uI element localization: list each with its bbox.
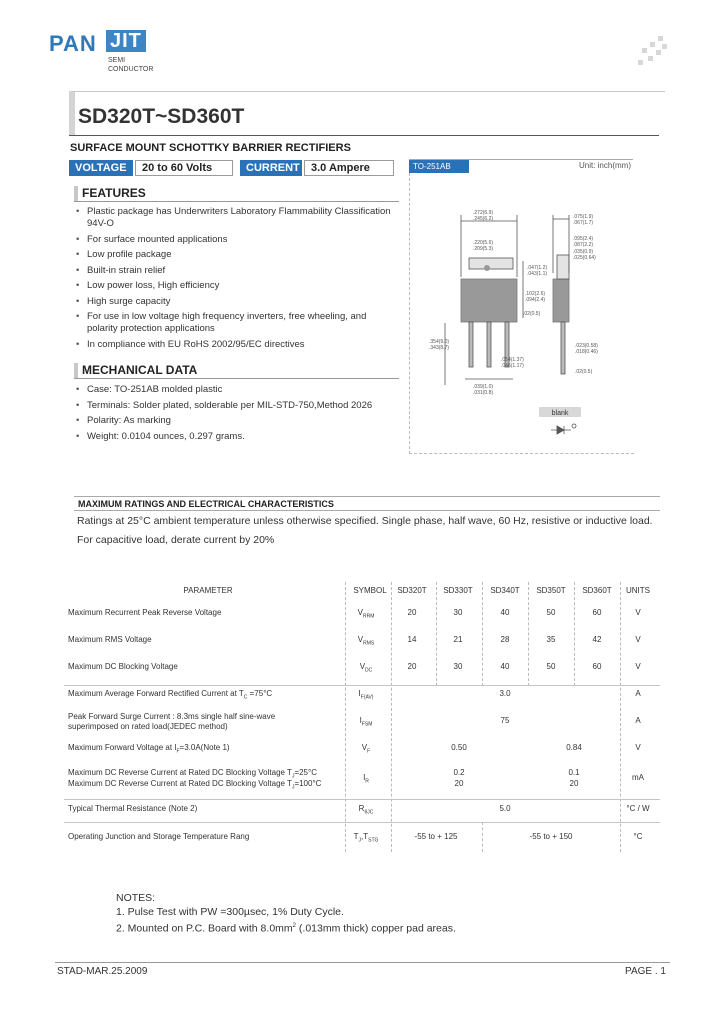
list-item: • Polarity: As marking [76,415,396,427]
page-title: SD320T~SD360T [78,105,245,128]
table-cell: $T_J,T_{STG}$ [353,832,379,844]
table-cell: 3.0 [499,689,511,698]
table-cell: 21 [453,635,463,644]
table-cell: V [635,635,641,644]
table-cell: $V_{RMS}$ [357,635,375,647]
dim-label: .047(1.2) [527,265,548,271]
dim-label: .023(0.58) [575,343,598,349]
table-cell: -55 to + 150 [529,832,573,841]
ratings-note-2: For capacitive load, derate current by 20% [77,534,275,546]
footer-rule [55,962,670,963]
table-cell: Operating Junction and Storage Temperature Rang [68,832,250,841]
table-cell: Maximum Average Forward Rectified Current at $T_C =75^\circ C$ [68,689,273,701]
list-item: • Built-in strain relief [76,265,396,277]
dim-label: .039(1.0) [473,384,494,390]
list-item: • Plastic package has Underwriters Laboratory Flammability Classification 94V-O [76,206,396,230]
subtitle: SURFACE MOUNT SCHOTTKY BARRIER RECTIFIERS [70,142,351,154]
table-cell: 30 [453,662,463,671]
table-cell: Typical Thermal Resistance (Note 2) [68,804,198,813]
table-cell: °C [633,832,643,841]
table-header: SD340T [490,586,520,595]
dim-label: .02(0.5) [575,369,593,375]
table-cell: 60 [592,662,602,671]
dim-label: .209(5.3) [473,246,494,252]
table-header: SYMBOL [353,586,387,595]
notes [116,891,456,936]
table-cell: Maximum Forward Voltage at $I_F=3.0A(Note$ 1) [68,743,230,755]
dim-label: .018(0.46) [575,349,598,355]
table-cell: Maximum RMS Voltage [68,635,152,644]
table-cell: 28 [500,635,510,644]
current-label: CURRENT [240,160,302,176]
table-cell: Maximum DC Reverse Current at Rated DC Blocking Voltage $T_J=100^\circ C$ [68,779,322,791]
notes-title: NOTES: [116,892,156,904]
table-cell: 35 [546,635,556,644]
table-cell: mA [632,773,644,782]
dim-label: .031(0.8) [473,390,494,396]
list-item: • For surface mounted applications [76,234,396,246]
table-header: SD330T [443,586,473,595]
table-cell: $I_R$ [363,773,369,785]
table-cell: 20 [407,662,417,671]
table-cell: 20 [569,779,579,788]
dim-label: .354(9.0) [429,339,450,345]
table-cell: V [635,743,641,752]
table-cell: 0.84 [566,743,582,752]
table-cell: superimposed on rated load(JEDEC method) [68,722,228,731]
table-cell: Peak Forward Surge Current : 8.3ms single half sine-wave [68,712,276,721]
table-cell: $R_{\theta JC}$ [358,804,374,816]
table-cell: 75 [500,716,510,725]
dim-label: .094(2.4) [525,297,546,303]
dim-label: .043(1.1) [527,271,548,277]
table-cell: 60 [592,608,602,617]
dim-label: .272(6.9) [473,210,494,216]
table-cell: 40 [500,662,510,671]
table-cell: 40 [500,608,510,617]
logo-sub-1: SEMI [108,57,126,64]
table-cell: 50 [546,662,556,671]
list-item: • In compliance with EU RoHS 2002/95/EC directives [76,339,396,351]
note-2: 2. Mounted on P.C. Board with $8.0mm^2$ (.013mm thick) copper pad areas. [116,922,456,935]
list-item: • Weight: 0.0104 ounces, 0.297 grams. [76,431,396,443]
table-cell: 30 [453,608,463,617]
dim-label: .035(0.9) [573,249,594,255]
voltage-label: VOLTAGE [69,160,133,176]
table-header: PARAMETER [183,586,233,595]
table-cell: V [635,608,641,617]
features-heading: FEATURES [74,186,394,201]
table-header: SD350T [536,586,566,595]
table-cell: 42 [592,635,602,644]
table-cell: 0.50 [451,743,467,752]
dim-label: .046(1.17) [501,363,524,369]
dim-label: .343(8.7) [429,345,450,351]
table-cell: $I_{FSM}$ [359,716,373,728]
table-cell: V [635,662,641,671]
note-1: 1. Pulse Test with PW =300µsec, 1% Duty Cycle. [116,906,344,918]
table-cell: 20 [407,608,417,617]
table-cell: Maximum DC Reverse Current at Rated DC Blocking Voltage $T_J=25^\circ C$ [68,768,317,780]
list-item: • Case: TO-251AB molded plastic [76,384,396,396]
table-header: SD360T [582,586,612,595]
table-cell: $V_F$ [361,743,371,755]
footer-page: PAGE . 1 [625,966,666,977]
dim-label: .245(6.2) [473,216,494,222]
dim-label: .054(1.37) [501,357,524,363]
table-cell: 0.1 [568,768,580,777]
list-item: • For use in low voltage high frequency inverters, free wheeling, and polarity protection applications [76,311,396,335]
list-item: • Low profile package [76,249,396,261]
mechanical-heading: MECHANICAL DATA [74,363,394,378]
table-cell: A [635,716,641,725]
package-name: TO-251AB [409,160,469,173]
dim-label: .087(2.2) [573,242,594,248]
table-cell: Maximum DC Blocking Voltage [68,662,178,671]
table-cell: 20 [454,779,464,788]
package-unit: Unit: inch(mm) [578,161,631,170]
dim-label: .095(2.4) [573,236,594,242]
dim-label: .075(1.9) [573,214,594,220]
table-cell: $V_{DC}$ [359,662,373,674]
dim-label: .02(0.5) [523,311,541,317]
table-cell: °C / W [626,804,650,813]
current-value: 3.0 Ampere [304,160,394,176]
list-item: • Low power loss, High efficiency [76,280,396,292]
table-cell: 14 [407,635,417,644]
table-header: UNITS [626,586,650,595]
list-item: • Terminals: Solder plated, solderable per MIL-STD-750,Method 2026 [76,400,396,412]
table-header: SD320T [397,586,427,595]
table-cell: 0.2 [453,768,465,777]
dim-label: .067(1.7) [573,220,594,226]
ratings-heading: MAXIMUM RATINGS AND ELECTRICAL CHARACTERISTICS [74,496,660,511]
dim-label: .220(5.6) [473,240,494,246]
logo-sub-2: CONDUCTOR [108,66,154,73]
table-cell: $V_{RRM}$ [357,608,375,620]
table-cell: Maximum Recurrent Peak Reverse Voltage [68,608,222,617]
dim-label: .025(0.64) [573,255,596,261]
ratings-note-1: Ratings at 25°C ambient temperature unless otherwise specified. Single phase, half wave, 60 Hz, resistive or inductive load. [77,515,653,527]
table-cell: 5.0 [499,804,511,813]
table-cell: 50 [546,608,556,617]
table-cell: $I_{F(AV)}$ [358,689,374,701]
table-cell: -55 to + 125 [414,832,458,841]
footer-date: STAD-MAR.25.2009 [57,966,148,977]
list-item: • High surge capacity [76,296,396,308]
logo-pan: PAN [49,31,97,56]
logo-jit: JIT [106,30,146,52]
package-marking: blank [551,410,569,417]
voltage-value: 20 to 60 Volts [135,160,233,176]
dim-label: .102(2.6) [525,291,546,297]
table-cell: A [635,689,641,698]
